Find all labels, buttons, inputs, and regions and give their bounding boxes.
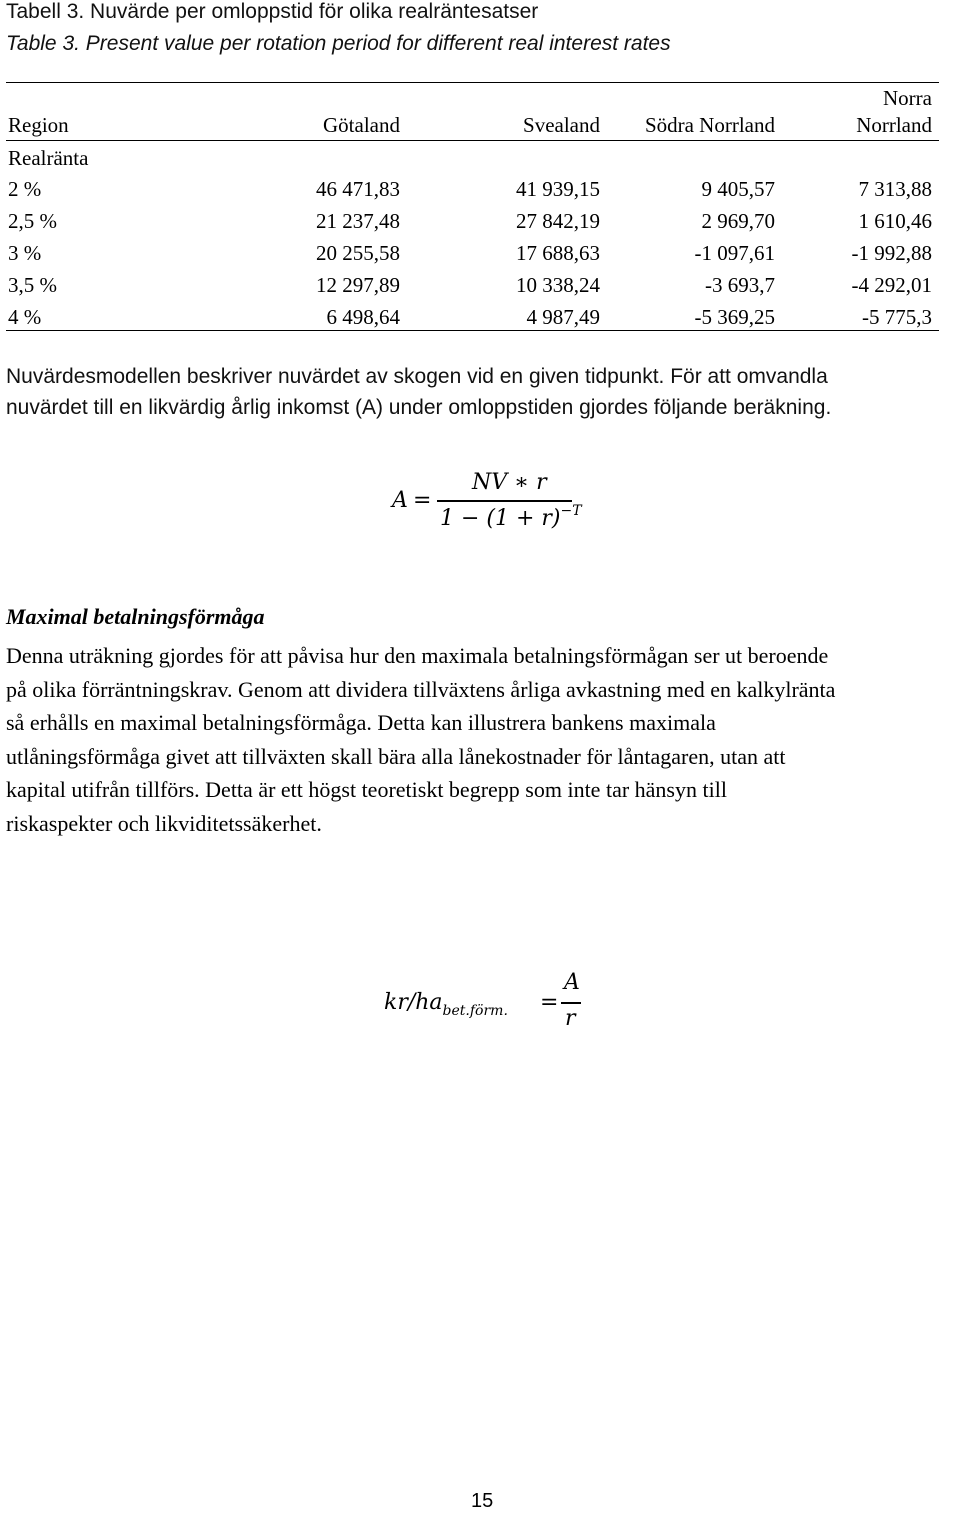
value-cell: 7 313,88: [858, 177, 932, 201]
formula2-lhs-base: kr/ha: [384, 990, 443, 1015]
table-caption-swedish: Tabell 3. Nuvärde per omloppstid för olika realräntesatser: [6, 0, 539, 23]
paragraph-line: riskaspekter och likviditetssäkerhet.: [6, 810, 322, 836]
value-cell: -3 693,7: [705, 273, 775, 297]
table-top-rule: [6, 82, 939, 83]
paragraph-line: nuvärdet till en likvärdig årlig inkomst (A) under omloppstiden gjordes följande beräkning.: [6, 396, 832, 419]
formula2-fraction-bar: [561, 1002, 581, 1004]
value-cell: 2 969,70: [701, 209, 775, 233]
formula2-equals: =: [540, 990, 559, 1015]
value-cell: 1 610,46: [858, 209, 932, 233]
value-cell: 20 255,58: [316, 241, 400, 265]
formula-denominator-base: 1 − (1 + r): [440, 506, 561, 531]
value-cell: 12 297,89: [316, 273, 400, 297]
header-norra-norrland-line1: Norra: [883, 86, 932, 110]
paragraph-max-payment: [6, 639, 956, 841]
value-cell: -4 292,01: [851, 273, 932, 297]
formula-denominator-exponent: −T: [560, 503, 582, 519]
formula-equals: =: [413, 488, 432, 513]
formula-lhs: A: [392, 488, 408, 513]
header-region: Region: [8, 113, 69, 137]
paragraph-line: så erhålls en maximal betalningsförmåga. Detta kan illustrera bankens maximala: [6, 710, 716, 736]
value-cell: 6 498,64: [326, 305, 400, 329]
paragraph-present-value: [6, 361, 956, 423]
page-number: 15: [471, 1490, 494, 1512]
value-cell: -1 097,61: [694, 241, 775, 265]
table-caption-english: Table 3. Present value per rotation period for different real interest rates: [6, 32, 671, 55]
header-sodra-norrland: Södra Norrland: [644, 113, 775, 137]
table-bottom-rule: [6, 330, 939, 331]
formula2-subscript: bet.förm.: [442, 1003, 508, 1019]
section-label-realranta: Realränta: [8, 146, 89, 170]
header-gotaland: Götaland: [323, 113, 400, 137]
section-heading: Maximal betalningsförmåga: [6, 604, 265, 629]
value-cell: -1 992,88: [851, 241, 932, 265]
rate-cell: 2 %: [8, 177, 42, 201]
paragraph-line: kapital utifrån tillförs. Detta är ett högst teoretiskt begrepp som inte tar hänsyn till: [6, 777, 727, 803]
paragraph-line: på olika förräntningskrav. Genom att dividera tillväxtens årliga avkastning med en kalkylränta: [6, 676, 836, 702]
value-cell: -5 775,3: [862, 305, 932, 329]
formula-denominator: [440, 503, 582, 531]
table-header-rule: [6, 140, 939, 141]
formula2-denominator: r: [565, 1006, 576, 1031]
value-cell: 41 939,15: [516, 177, 600, 201]
value-cell: 27 842,19: [516, 209, 600, 233]
formula-fraction-bar: [437, 500, 572, 502]
value-cell: 17 688,63: [516, 241, 600, 265]
value-cell: -5 369,25: [694, 305, 775, 329]
value-cell: 4 987,49: [526, 305, 600, 329]
value-cell: 9 405,57: [701, 177, 775, 201]
header-norra-norrland-line2: Norrland: [856, 113, 932, 137]
value-cell: 21 237,48: [316, 209, 400, 233]
paragraph-line: Denna uträkning gjordes för att påvisa hur den maximala betalningsförmågan ser ut beroende: [6, 643, 829, 668]
value-cell: 10 338,24: [516, 273, 600, 297]
paragraph-line: Nuvärdesmodellen beskriver nuvärdet av skogen vid en given tidpunkt. För att omvandla: [6, 365, 828, 388]
rate-cell: 3 %: [8, 241, 42, 265]
rate-cell: 4 %: [8, 305, 42, 329]
formula2-numerator: A: [564, 970, 580, 995]
value-cell: 46 471,83: [316, 177, 400, 201]
rate-cell: 3,5 %: [8, 273, 57, 297]
paragraph-line: utlåningsförmåga givet att tillväxten skall bära alla lånekostnader för låntagaren, utan att: [6, 743, 786, 769]
header-svealand: Svealand: [523, 113, 600, 137]
formula-numerator: NV ∗ r: [472, 470, 547, 495]
rate-cell: 2,5 %: [8, 209, 57, 233]
formula2-lhs: [384, 990, 508, 1019]
